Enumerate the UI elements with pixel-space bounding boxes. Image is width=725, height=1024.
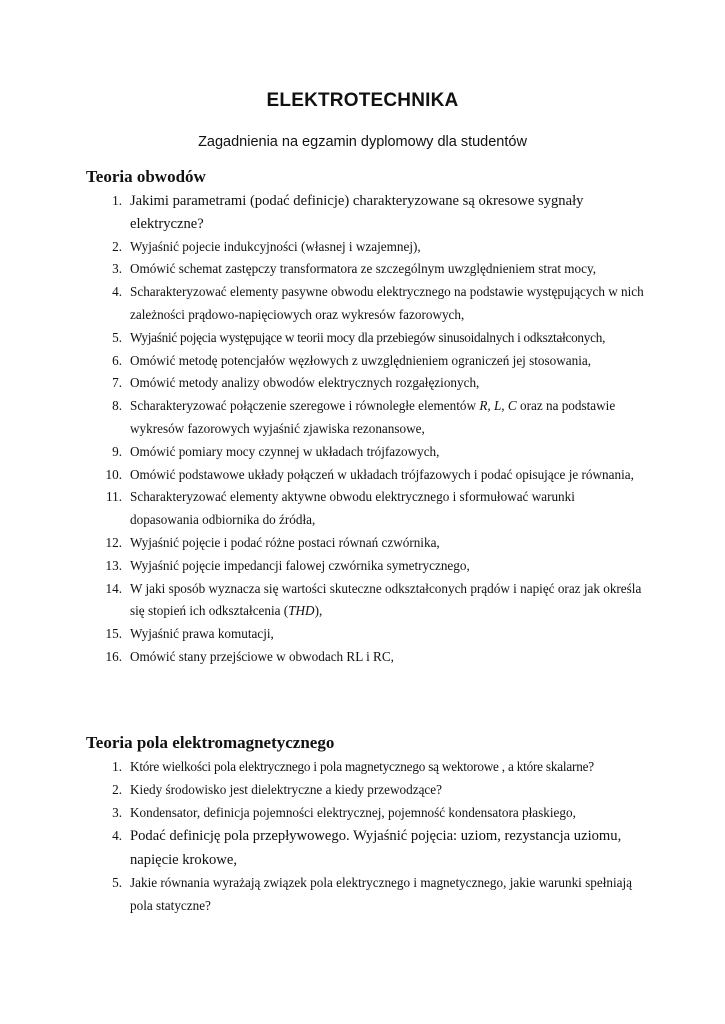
item-text: Wyjaśnić pojęcia występujące w teorii mocy dla przebiegów sinusoidalnych i odkształconych, <box>130 329 606 345</box>
list-item <box>86 258 646 281</box>
item-text: Wyjaśnić prawa komutacji, <box>130 626 274 642</box>
item-text: Omówić pomiary mocy czynnej w układach trójfazowych, <box>130 443 440 459</box>
item-number: 5. <box>112 875 122 891</box>
list-item <box>86 532 646 555</box>
item-number: 1. <box>112 193 122 208</box>
item-text: Scharakteryzować połączenie szeregowe i równoległe elementów <box>130 398 480 414</box>
list-item <box>86 646 646 669</box>
item-number: 11. <box>106 489 122 505</box>
question-list <box>86 756 646 918</box>
item-text: Omówić metodę potencjałów węzłowych z uwzględnieniem ograniczeń jej stosowania, <box>130 352 592 368</box>
item-text: Podać definicję pola przepływowego. Wyjaśnić pojęcia: uziom, rezystancja uziomu, napięcie krokowe, <box>130 828 622 869</box>
section-em-field-theory <box>86 732 646 918</box>
document-title: ELEKTROTECHNIKA <box>266 90 459 111</box>
list-item <box>86 190 646 236</box>
item-text: ), <box>314 603 323 619</box>
item-number: 4. <box>112 828 122 844</box>
item-text: Scharakteryzować elementy pasywne obwodu elektrycznego na podstawie występujących w nich zależności prądowo-napięciowych oraz wykresów fazorowych, <box>130 284 644 322</box>
item-number: 3. <box>112 804 122 820</box>
item-text: Wyjaśnić pojęcie i podać różne postaci równań czwórnika, <box>130 534 440 550</box>
list-item <box>86 441 646 464</box>
list-item <box>86 779 646 802</box>
item-number: 7. <box>112 375 122 391</box>
list-item <box>86 756 646 779</box>
item-number: 9. <box>112 443 122 459</box>
list-item <box>86 236 646 259</box>
list-item <box>86 486 646 532</box>
item-text: Które wielkości pola elektrycznego i pola magnetycznego są wektorowe , a które skalarne? <box>130 759 594 774</box>
item-text: Omówić metody analizy obwodów elektrycznych rozgałęzionych, <box>130 375 480 391</box>
item-text: Omówić stany przejściowe w obwodach RL i RC, <box>130 648 394 664</box>
item-number: 3. <box>112 261 122 277</box>
item-number: 2. <box>112 238 122 254</box>
item-number: 16. <box>105 648 122 664</box>
item-number: 15. <box>105 626 122 642</box>
list-item <box>86 872 646 918</box>
item-number: 8. <box>112 398 122 414</box>
list-item <box>86 350 646 373</box>
item-text: Jakimi parametrami (podać definicje) charakteryzowane są okresowe sygnały elektryczne? <box>130 193 584 232</box>
list-item <box>86 802 646 825</box>
item-number: 6. <box>112 352 122 368</box>
list-item <box>86 281 646 327</box>
item-text: Kiedy środowisko jest dielektryczne a kiedy przewodzące? <box>130 781 442 797</box>
item-text: Kondensator, definicja pojemności elektrycznej, pojemność kondensatora płaskiego, <box>130 804 576 820</box>
item-number: 13. <box>105 557 122 573</box>
list-item <box>86 824 646 872</box>
item-number: 10. <box>105 466 122 482</box>
item-text: W jaki sposób wyznacza się wartości skuteczne odkształconych prądów i napięć oraz jak określa się stopień ich odkształcenia ( <box>130 580 642 619</box>
item-number: 12. <box>105 534 122 550</box>
item-number: 14. <box>105 580 122 596</box>
item-text-italic: THD <box>288 603 315 619</box>
list-item <box>86 578 646 624</box>
item-text: Wyjaśnić pojęcie impedancji falowej czwórnika symetrycznego, <box>130 557 470 573</box>
item-text: Scharakteryzować elementy aktywne obwodu elektrycznego i sformułować warunki dopasowania odbiornika do źródła, <box>130 489 575 528</box>
item-text: Jakie równania wyrażają związek pola elektrycznego i magnetycznego, jakie warunki spełniają pola statyczne? <box>130 875 632 914</box>
question-list <box>86 190 646 669</box>
list-item <box>86 327 646 350</box>
document-subtitle: Zagadnienia na egzamin dyplomowy dla studentów <box>198 134 527 150</box>
list-item <box>86 464 646 487</box>
list-item <box>86 372 646 395</box>
list-item <box>86 623 646 646</box>
item-text-italic: R, L, C <box>479 398 517 414</box>
item-number: 5. <box>112 329 122 345</box>
section-heading: Teoria pola elektromagnetycznego <box>86 733 335 752</box>
list-item <box>86 555 646 578</box>
list-item <box>86 395 646 441</box>
item-number: 1. <box>112 759 122 774</box>
item-text: Wyjaśnić pojecie indukcyjności (własnej i wzajemnej), <box>130 238 421 254</box>
section-heading: Teoria obwodów <box>86 167 206 186</box>
item-number: 4. <box>112 284 122 300</box>
item-number: 2. <box>112 781 122 797</box>
item-text: Omówić podstawowe układy połączeń w układach trójfazowych i podać opisujące je równania, <box>130 466 634 482</box>
section-circuit-theory <box>86 166 646 669</box>
item-text: Omówić schemat zastępczy transformatora ze szczególnym uwzględnieniem strat mocy, <box>130 261 597 277</box>
item-text: oraz na podstawie wykresów fazorowych wyjaśnić zjawiska rezonansowe, <box>130 398 616 436</box>
